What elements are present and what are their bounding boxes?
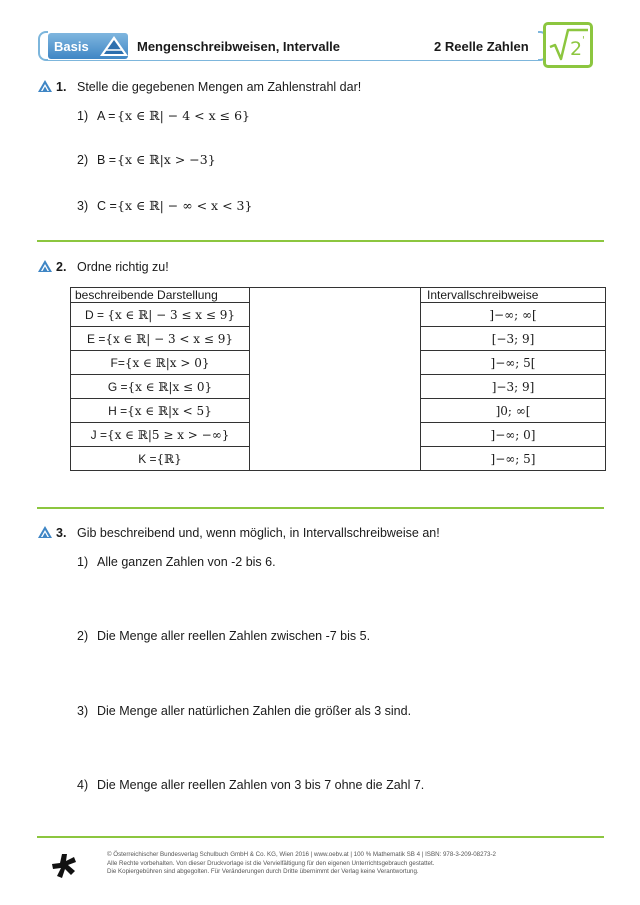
- set-definition: {x ∈ ℝ| − 3 ≤ x ≤ 9}: [107, 307, 235, 322]
- header-bracket-left: [38, 31, 48, 61]
- task-3-item-text: Alle ganzen Zahlen von -2 bis 6.: [97, 555, 276, 569]
- set-definition: {x ∈ ℝ|5 ≥ x > −∞}: [106, 427, 230, 442]
- basis-logo-text: Basis: [54, 39, 89, 54]
- copyright-footer: [107, 851, 496, 877]
- set-definition: {x ∈ ℝ|x > 0}: [124, 355, 210, 370]
- sqrt-badge: [543, 22, 593, 68]
- set-name: G =: [107, 379, 128, 394]
- matching-table: [70, 287, 606, 471]
- task-1-item-label: 3): [77, 199, 89, 213]
- set-definition: {x ∈ ℝ|x > −3}: [117, 152, 216, 167]
- task-3-item-text: Die Menge aller reellen Zahlen von 3 bis 7 ohne die Zahl 7.: [97, 778, 425, 792]
- disclaimer-line: Die Kopiergebühren sind abgegolten. Für Veränderungen durch Dritte übernimmt der Verlag keine Verantwortung.: [107, 868, 419, 875]
- description-cell: [71, 423, 250, 447]
- task-3-instruction: Gib beschreibend und, wenn möglich, in Intervallschreibweise an!: [77, 526, 440, 540]
- task-1-number: 1.: [56, 80, 67, 94]
- set-name: F=: [110, 355, 125, 370]
- publisher-logo-icon: [52, 854, 78, 878]
- task-1-item-label: 1): [77, 109, 89, 123]
- set-definition: {x ∈ ℝ| − ∞ < x < 3}: [117, 198, 253, 213]
- svg-text:': ': [582, 35, 585, 46]
- section-divider: [37, 240, 604, 242]
- set-name: C =: [97, 199, 117, 213]
- set-name: K =: [138, 451, 157, 466]
- interval-cell: ]−∞; ∞[: [421, 303, 606, 327]
- description-cell: [71, 447, 250, 471]
- matching-gap-column: [250, 288, 421, 471]
- set-definition: {x ∈ ℝ| − 4 < x ≤ 6}: [117, 108, 250, 123]
- set-name: H =: [108, 403, 128, 418]
- task-3-item-text: Die Menge aller natürlichen Zahlen die größer als 3 sind.: [97, 704, 412, 718]
- level-triangle-icon: [38, 260, 52, 272]
- interval-cell: [−3; 9]: [421, 327, 606, 351]
- interval-cell: ]−∞; 0]: [421, 423, 606, 447]
- section-divider: [37, 836, 604, 838]
- interval-cell: ]−3; 9]: [421, 375, 606, 399]
- table-header-row: [71, 288, 606, 303]
- task-2-instruction: Ordne richtig zu!: [77, 260, 169, 274]
- set-name: D =: [84, 307, 104, 322]
- set-name: E =: [86, 331, 106, 346]
- table-header-left: beschreibende Darstellung: [71, 288, 250, 303]
- set-definition: {x ∈ ℝ|x < 5}: [127, 403, 212, 418]
- set-name: J =: [90, 427, 107, 442]
- description-cell: [71, 399, 250, 423]
- copyright-line: © Österreichischer Bundesverlag Schulbuch GmbH & Co. KG, Wien 2016 | www.oebv.at | 100 % Mathematik SB 4 | ISBN: 978-3-209-08273-2: [107, 851, 496, 858]
- rights-line: Alle Rechte vorbehalten. Von dieser Druckvorlage ist die Vervielfältigung für den eigenen Unterrichtsgebrauch gestattet.: [107, 859, 435, 867]
- set-definition: {x ∈ ℝ| − 3 < x ≤ 9}: [105, 331, 233, 346]
- task-1-instruction: Stelle die gegebenen Mengen am Zahlenstrahl dar!: [77, 80, 362, 94]
- description-cell: [71, 303, 250, 327]
- task-1-item-label: 2): [77, 153, 89, 167]
- task-3-item-text: Die Menge aller reellen Zahlen zwischen -7 bis 5.: [97, 629, 371, 643]
- level-triangle-icon: [38, 526, 52, 538]
- table-header-right: Intervallschreibweise: [421, 288, 606, 303]
- set-name: B =: [97, 153, 117, 167]
- interval-cell: ]−∞; 5[: [421, 351, 606, 375]
- header-underline: [48, 60, 538, 61]
- section-divider: [37, 507, 604, 509]
- task-3-item-label: 3): [77, 704, 89, 718]
- set-definition: {x ∈ ℝ|x ≤ 0}: [127, 379, 213, 394]
- svg-text:2: 2: [570, 38, 583, 60]
- sqrt-icon: [546, 25, 590, 65]
- task-3-item-label: 2): [77, 629, 89, 643]
- description-cell: [71, 375, 250, 399]
- page-title: Mengenschreibweisen, Intervalle: [137, 39, 341, 54]
- level-triangle-icon: [38, 80, 52, 92]
- task-3-item-label: 1): [77, 555, 89, 569]
- set-name: A =: [97, 109, 116, 123]
- task-2-number: 2.: [56, 260, 67, 274]
- chapter-title: 2 Reelle Zahlen: [434, 39, 529, 54]
- description-cell: [71, 351, 250, 375]
- description-cell: [71, 327, 250, 351]
- task-3-number: 3.: [56, 526, 67, 540]
- task-3-item-label: 4): [77, 778, 89, 792]
- interval-cell: ]0; ∞[: [421, 399, 606, 423]
- set-definition: {ℝ}: [156, 451, 182, 466]
- interval-cell: ]−∞; 5]: [421, 447, 606, 471]
